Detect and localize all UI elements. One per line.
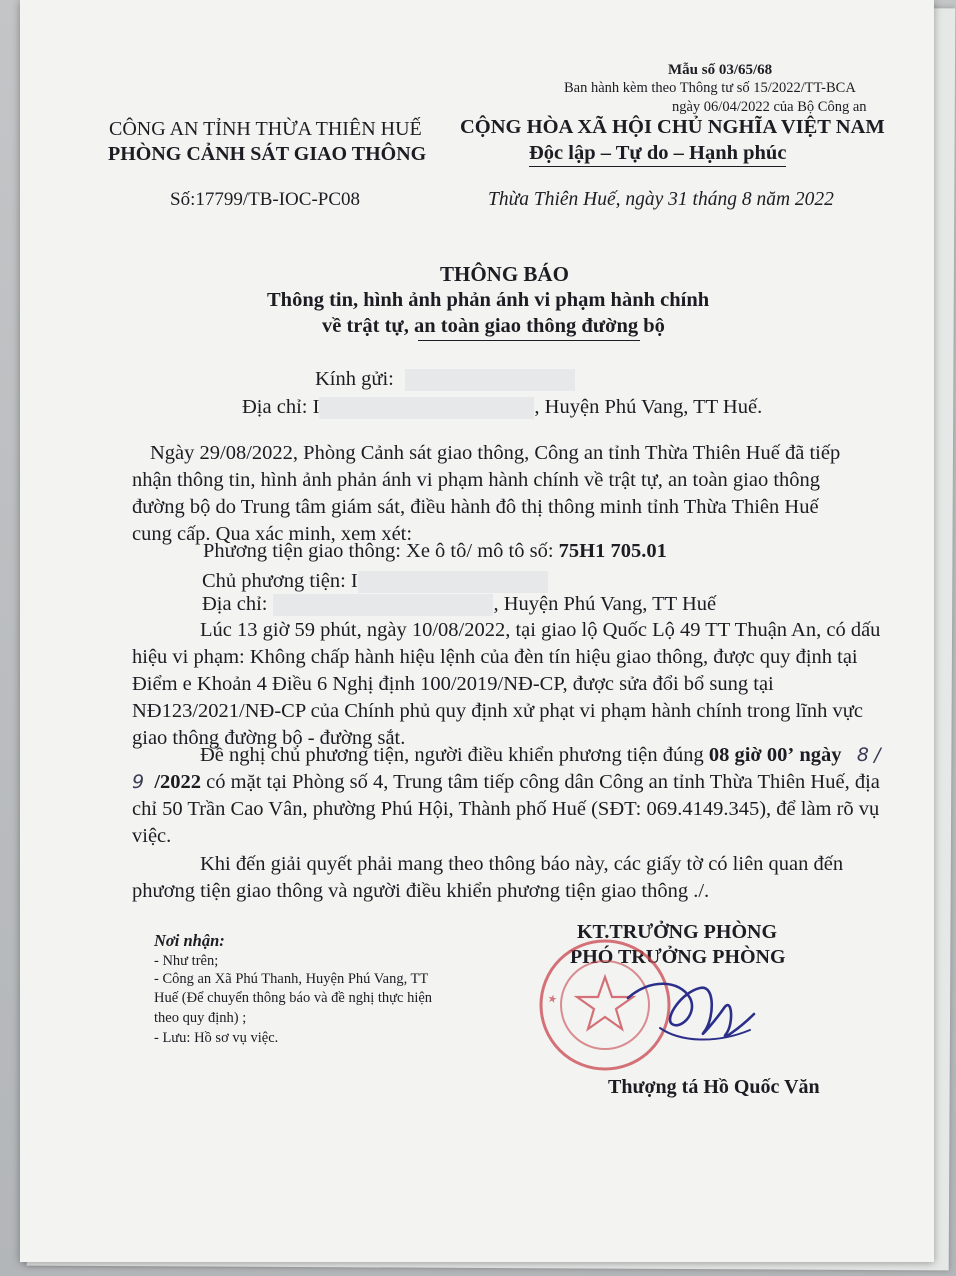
notice-subtitle-2: về trật tự, an toàn giao thông đường bộ	[322, 315, 665, 337]
nation-title: CỘNG HÒA XÃ HỘI CHỦ NGHĨA VIỆT NAM	[460, 116, 885, 138]
closing-paragraph: Khi đến giải quyết phải mang theo thông báo này, các giấy tờ có liên quan đến phương tiện giao thông và người điều khiển phương tiện giao thông ./.	[132, 853, 844, 902]
agency-department: PHÒNG CẢNH SÁT GIAO THÔNG	[108, 143, 427, 165]
license-plate: 75H1 705.01	[558, 540, 667, 562]
request-paragraph	[132, 742, 902, 850]
signer-name: Thượng tá Hồ Quốc Văn	[608, 1076, 820, 1098]
vehicle-line	[203, 540, 667, 563]
recipients-item-2b: Huế (Để chuyển thông báo và đề nghị thực hiện	[154, 990, 433, 1006]
recipients-item-3: - Lưu: Hồ sơ vụ việc.	[154, 1030, 279, 1046]
redacted-owner-address	[273, 594, 493, 616]
handwritten-month: 9	[132, 771, 145, 793]
recipients-heading: Nơi nhận:	[154, 931, 225, 950]
handwritten-day: 8	[856, 744, 869, 766]
appointment-time: 08 giờ 00’	[708, 744, 795, 766]
address-tail: , Huyện Phú Vang, TT Huế.	[534, 396, 763, 418]
notice-subtitle-1: Thông tin, hình ảnh phản ánh vi phạm hành chính	[267, 289, 710, 311]
address-label: Địa chỉ: I	[242, 396, 320, 418]
handwritten-slash: /	[874, 744, 881, 766]
redacted-address	[319, 397, 534, 419]
form-number: Mẫu số 03/65/68	[668, 62, 773, 78]
agency-name: CÔNG AN TỈNH THỪA THIÊN HUẾ	[109, 118, 422, 140]
appointment-day-label: ngày	[799, 744, 842, 766]
to-label: Kính gửi:	[315, 368, 394, 390]
owner-label: Chủ phương tiện: I	[202, 570, 358, 592]
place-date: Thừa Thiên Huế, ngày 31 tháng 8 năm 2022	[488, 189, 834, 210]
recipients-item-2c: theo quy định) ;	[154, 1010, 247, 1026]
vehicle-label: Phương tiện giao thông: Xe ô tô/ mô tô số:	[203, 540, 559, 562]
redacted-owner	[358, 571, 548, 593]
appointment-year: /2022	[154, 771, 202, 793]
document-page	[20, 0, 934, 1262]
form-issued-line2: ngày 06/04/2022 của Bộ Công an	[672, 99, 867, 115]
request-text-a: Đề nghị chủ phương tiện, người điều khiển phương tiện đúng	[200, 744, 709, 766]
owner-address-line	[202, 593, 716, 616]
svg-text:★: ★	[544, 991, 561, 1007]
form-issued-line1: Ban hành kèm theo Thông tư số 15/2022/TT-BCA	[564, 80, 856, 96]
recipients-item-1: - Như trên;	[154, 953, 219, 969]
recipients-item-2a: - Công an Xã Phú Thanh, Huyện Phú Vang, TT	[154, 971, 429, 987]
signature-title-2: PHÓ TRƯỞNG PHÒNG	[570, 946, 786, 968]
intro-paragraph: Ngày 29/08/2022, Phòng Cảnh sát giao thông, Công an tỉnh Thừa Thiên Huế đã tiếp nhận thông tin, hình ảnh phản ánh vi phạm hành chính về trật tự, an toàn giao thông đường bộ do Trung tâm giám sát, điều hành đô thị thông minh tỉnh Thừa Thiên Huế cung cấp. Qua xác minh, xem xét:	[132, 442, 841, 545]
title-underline	[418, 340, 640, 341]
violation-paragraph: Lúc 13 giờ 59 phút, ngày 10/08/2022, tại giao lộ Quốc Lộ 49 TT Thuận An, có dấu hiệu vi phạm: Không chấp hành hiệu lệnh của đèn tín hiệu giao thông, được quy định tại Điểm e Khoản 4 Điều 6 Nghị định 100/2019/NĐ-CP, được sửa đổi bổ sung tại NĐ123/2021/NĐ-CP của Chính phủ quy định xử phạt vi phạm hành chính trong lĩnh vực giao thông đường bộ - đường sắt.	[132, 619, 881, 749]
document-number: Số:17799/TB-IOC-PC08	[170, 189, 361, 210]
redacted-name	[405, 369, 575, 391]
notice-title: THÔNG BÁO	[440, 262, 569, 286]
owner-address-label: Địa chỉ:	[202, 593, 268, 615]
nation-motto: Độc lập – Tự do – Hạnh phúc	[529, 142, 786, 167]
recipient-line	[315, 368, 575, 391]
owner-address-tail: , Huyện Phú Vang, TT Huế	[493, 593, 717, 615]
owner-line	[202, 570, 548, 593]
request-text-b: có mặt tại Phòng số 4, Trung tâm tiếp công dân Công an tỉnh Thừa Thiên Huế, địa chỉ 50 Trần Cao Vân, phường Phú Hội, Thành phố Huế (SĐT: 069.4149.345), để làm rõ vụ việc.	[132, 771, 880, 847]
signature-handwriting	[620, 968, 780, 1058]
signature-title-1: KT.TRƯỞNG PHÒNG	[577, 921, 777, 943]
recipient-address-line	[242, 396, 762, 419]
